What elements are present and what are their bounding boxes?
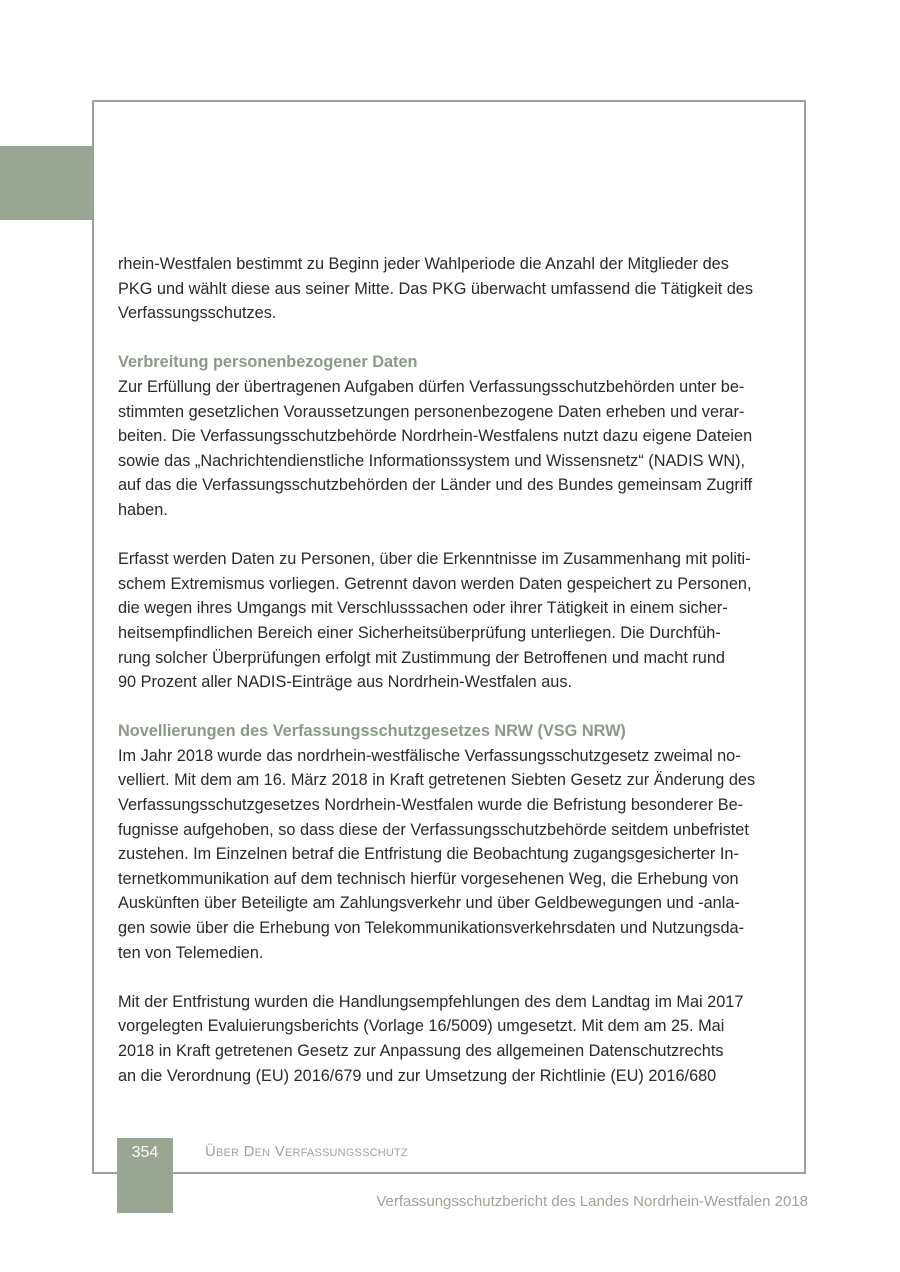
text-line: ten von Telemedien. — [118, 943, 264, 962]
page-number: 354 — [131, 1144, 159, 1161]
text-line: zustehen. Im Einzelnen betraf die Entfristung die Beobachtung zugangsgesicherter In- — [118, 845, 739, 864]
text-line: gen sowie über die Erhebung von Telekommunikationsverkehrsdaten und Nutzungsda- — [118, 919, 745, 938]
text-line: haben. — [118, 500, 168, 519]
running-head: Über Den Verfassungsschutz — [205, 1143, 408, 1160]
section2-paragraph-2 — [118, 990, 786, 1088]
text-line: heitsempfindlichen Bereich einer Sicherheitsüberprüfung unterliegen. Die Durchfüh- — [118, 623, 721, 642]
footer-title: Verfassungsschutzbericht des Landes Nordrhein-Westfalen 2018 — [376, 1193, 808, 1210]
text-line: ternetkommunikation auf dem technisch hierfür vorgesehenen Weg, die Erhebung von — [118, 869, 739, 888]
text-line: die wegen ihres Umgangs mit Verschlusssachen oder ihrer Tätigkeit in einem sicher- — [118, 599, 728, 618]
text-line: fugnisse aufgehoben, so dass diese der Verfassungsschutzbehörde seitdem unbefristet — [118, 820, 749, 839]
text-line: vorgelegten Evaluierungsberichts (Vorlage 16/5009) umgesetzt. Mit dem am 25. Mai — [118, 1017, 725, 1036]
text-line: Auskünften über Beteiligte am Zahlungsverkehr und über Geldbewegungen und -anla- — [118, 894, 740, 913]
text-line: 90 Prozent aller NADIS-Einträge aus Nordrhein-Westfalen aus. — [118, 673, 572, 692]
text-line: beiten. Die Verfassungsschutzbehörde Nordrhein-Westfalens nutzt dazu eigene Dateien — [118, 427, 753, 446]
section2-paragraph-1 — [118, 744, 786, 965]
text-line: Zur Erfüllung der übertragenen Aufgaben dürfen Verfassungsschutzbehörden unter be- — [118, 377, 745, 396]
text-line: Verfassungsschutzgesetzes Nordrhein-Westfalen wurde die Befristung besonderer Be- — [118, 796, 744, 815]
text-line: Verfassungsschutzes. — [118, 304, 277, 323]
text-line: stimmten gesetzlichen Voraussetzungen personenbezogene Daten erheben und verar- — [118, 402, 745, 421]
section1-paragraph-1 — [118, 375, 786, 523]
text-line: rung solcher Überprüfungen erfolgt mit Zustimmung der Betroffenen und macht rund — [118, 648, 725, 667]
text-line: Im Jahr 2018 wurde das nordrhein-westfälische Verfassungsschutzgesetz zweimal no- — [118, 746, 741, 765]
section-heading-data-dissemination: Verbreitung personenbezogener Daten — [118, 353, 418, 372]
text-line: an die Verordnung (EU) 2016/679 und zur Umsetzung der Richtlinie (EU) 2016/680 — [118, 1066, 717, 1085]
section1-paragraph-2 — [118, 547, 786, 695]
text-line: Mit der Entfristung wurden die Handlungsempfehlungen des dem Landtag im Mai 2017 — [118, 992, 744, 1011]
section-heading-vsg-amendments: Novellierungen des Verfassungsschutzgesetzes NRW (VSG NRW) — [118, 722, 626, 741]
text-line: auf das die Verfassungsschutzbehörden der Länder und des Bundes gemeinsam Zugriff — [118, 476, 753, 495]
text-line: rhein-Westfalen bestimmt zu Beginn jeder Wahlperiode die Anzahl der Mitglieder des — [118, 255, 729, 273]
intro-paragraph — [118, 252, 786, 326]
text-line: schem Extremismus vorliegen. Getrennt davon werden Daten gespeichert zu Personen, — [118, 574, 752, 593]
body-text — [118, 252, 786, 1088]
text-line: PKG und wählt diese aus seiner Mitte. Das PKG überwacht umfassend die Tätigkeit des — [118, 279, 753, 298]
side-tab-block — [0, 146, 92, 220]
text-line: sowie das „Nachrichtendienstliche Informationssystem und Wissensnetz“ (NADIS WN), — [118, 451, 746, 470]
text-line: 2018 in Kraft getretenen Gesetz zur Anpassung des allgemeinen Datenschutzrechts — [118, 1042, 724, 1060]
page-number-block — [117, 1138, 173, 1213]
text-line: Erfasst werden Daten zu Personen, über die Erkenntnisse im Zusammenhang mit politi- — [118, 550, 751, 569]
text-line: velliert. Mit dem am 16. März 2018 in Kraft getretenen Siebten Gesetz zur Änderung des — [118, 771, 756, 790]
